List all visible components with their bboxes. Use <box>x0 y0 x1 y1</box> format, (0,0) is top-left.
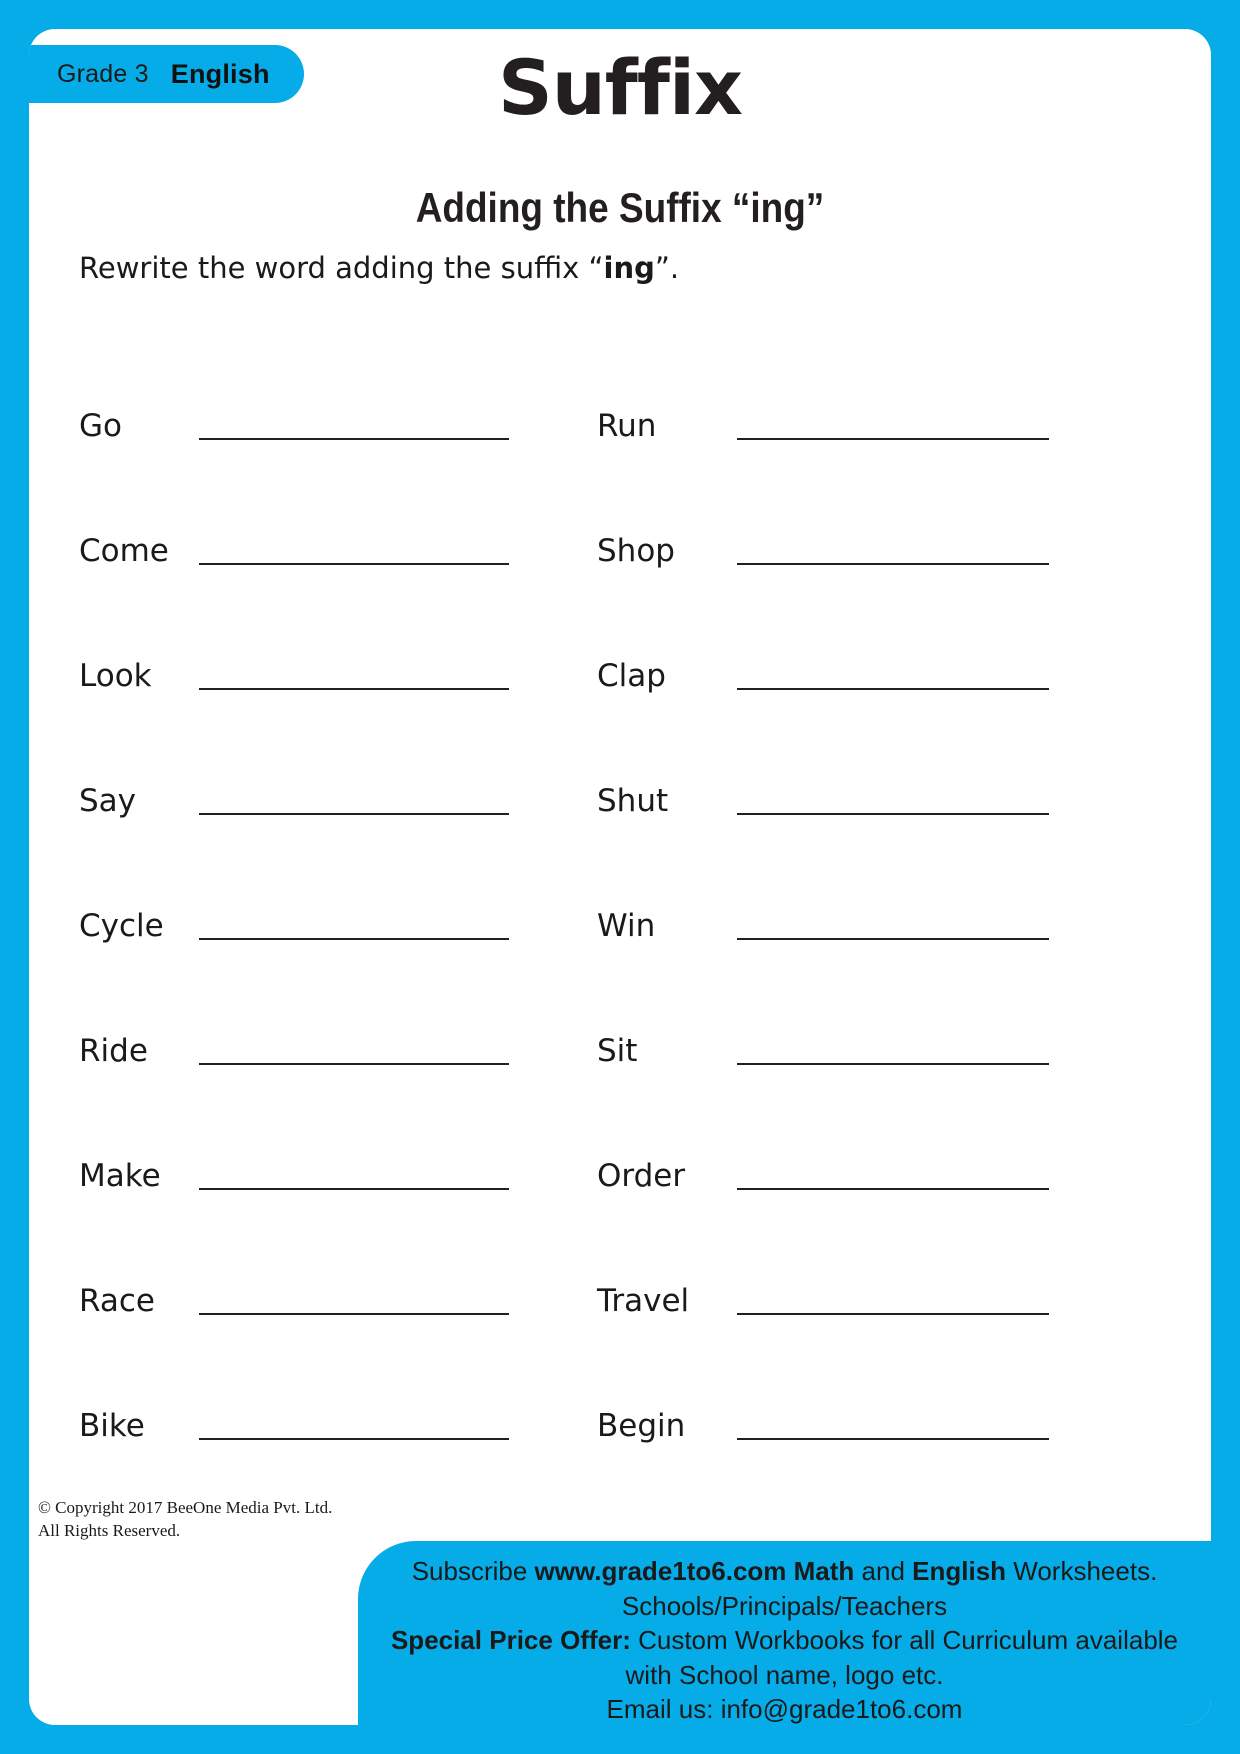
word-cell-left <box>29 946 569 1071</box>
grade-subject-badge <box>29 45 304 103</box>
subscribe-line-5: Email us: info@grade1to6.com <box>606 1694 963 1725</box>
word-cell-left <box>29 1196 569 1321</box>
word-row <box>29 821 1211 946</box>
answer-blank-line[interactable] <box>199 1188 509 1190</box>
word-cell-left <box>29 571 569 696</box>
subscribe-line-1 <box>358 1554 1211 1589</box>
answer-blank-line[interactable] <box>737 938 1049 940</box>
word-prompt: Bike <box>79 1408 145 1444</box>
word-prompt: Begin <box>597 1408 686 1444</box>
subscribe-prefix: Subscribe <box>411 1556 535 1586</box>
word-cell-right <box>569 321 1211 446</box>
subscribe-site-math[interactable]: www.grade1to6.com Math <box>534 1556 855 1586</box>
word-cell-right <box>569 696 1211 821</box>
subscribe-line-4: with School name, logo etc. <box>625 1659 944 1690</box>
answer-blank-line[interactable] <box>199 1438 509 1440</box>
word-prompt: Cycle <box>79 908 164 944</box>
word-prompt: Look <box>79 658 152 694</box>
copyright-line-1: © Copyright 2017 BeeOne Media Pvt. Ltd. <box>38 1498 333 1517</box>
word-cell-left <box>29 321 569 446</box>
instruction-bold-suffix: ing <box>603 251 655 285</box>
word-row <box>29 1321 1211 1446</box>
word-cell-right <box>569 821 1211 946</box>
subject-label: English <box>170 58 270 89</box>
answer-blank-line[interactable] <box>199 1063 509 1065</box>
word-prompt: Win <box>597 908 656 944</box>
word-prompt: Ride <box>79 1033 148 1069</box>
word-row <box>29 571 1211 696</box>
word-cell-right <box>569 946 1211 1071</box>
answer-blank-line[interactable] <box>737 1188 1049 1190</box>
word-cell-right <box>569 1071 1211 1196</box>
worksheet-subtitle: Adding the Suffix “ing” <box>415 184 825 231</box>
answer-blank-line[interactable] <box>737 438 1049 440</box>
instruction-before: Rewrite the word adding the suffix “ <box>79 251 604 285</box>
word-row <box>29 446 1211 571</box>
word-row <box>29 696 1211 821</box>
word-prompt: Order <box>597 1158 686 1194</box>
word-prompt: Sit <box>597 1033 638 1069</box>
word-row <box>29 946 1211 1071</box>
copyright-notice <box>38 1497 332 1543</box>
grade-label: Grade 3 <box>57 59 149 88</box>
answer-blank-line[interactable] <box>737 813 1049 815</box>
answer-blank-line[interactable] <box>737 1063 1049 1065</box>
worksheet-page <box>29 29 1211 1725</box>
word-prompt: Go <box>79 408 122 444</box>
word-row <box>29 321 1211 446</box>
subscribe-line-2: Schools/Principals/Teachers <box>621 1590 948 1621</box>
word-prompt: Shop <box>597 533 675 569</box>
answer-blank-line[interactable] <box>199 688 509 690</box>
word-cell-left <box>29 696 569 821</box>
instruction-text <box>79 251 679 285</box>
word-cell-left <box>29 1071 569 1196</box>
subscribe-and: and <box>854 1556 913 1586</box>
answer-blank-line[interactable] <box>737 1438 1049 1440</box>
subscribe-banner <box>358 1541 1211 1725</box>
subscribe-line-3 <box>358 1623 1211 1658</box>
answer-blank-line[interactable] <box>737 688 1049 690</box>
answer-blank-line[interactable] <box>199 563 509 565</box>
answer-blank-line[interactable] <box>199 438 509 440</box>
word-cell-left <box>29 446 569 571</box>
instruction-after: ”. <box>654 251 680 285</box>
word-cell-right <box>569 446 1211 571</box>
word-list-grid <box>29 321 1211 1446</box>
copyright-line-2: All Rights Reserved. <box>38 1520 181 1540</box>
answer-blank-line[interactable] <box>737 563 1049 565</box>
word-cell-right <box>569 571 1211 696</box>
special-price-offer-label: Special Price Offer: <box>390 1625 631 1656</box>
word-cell-left <box>29 821 569 946</box>
answer-blank-line[interactable] <box>199 813 509 815</box>
special-price-offer-text: Custom Workbooks for all Curriculum available <box>630 1625 1179 1656</box>
subscribe-worksheets: Worksheets. <box>1006 1556 1158 1586</box>
word-prompt: Run <box>597 408 657 444</box>
word-prompt: Travel <box>597 1283 690 1319</box>
word-prompt: Come <box>79 533 169 569</box>
word-prompt: Shut <box>597 783 669 819</box>
word-row <box>29 1071 1211 1196</box>
word-prompt: Clap <box>597 658 666 694</box>
word-cell-left <box>29 1321 569 1446</box>
word-prompt: Say <box>79 783 137 819</box>
word-prompt: Make <box>79 1158 161 1194</box>
answer-blank-line[interactable] <box>199 938 509 940</box>
page-title: Suffix <box>497 43 743 132</box>
subscribe-english: English <box>912 1556 1007 1586</box>
word-cell-right <box>569 1321 1211 1446</box>
word-row <box>29 1196 1211 1321</box>
answer-blank-line[interactable] <box>737 1313 1049 1315</box>
word-prompt: Race <box>79 1283 155 1319</box>
answer-blank-line[interactable] <box>199 1313 509 1315</box>
word-cell-right <box>569 1196 1211 1321</box>
